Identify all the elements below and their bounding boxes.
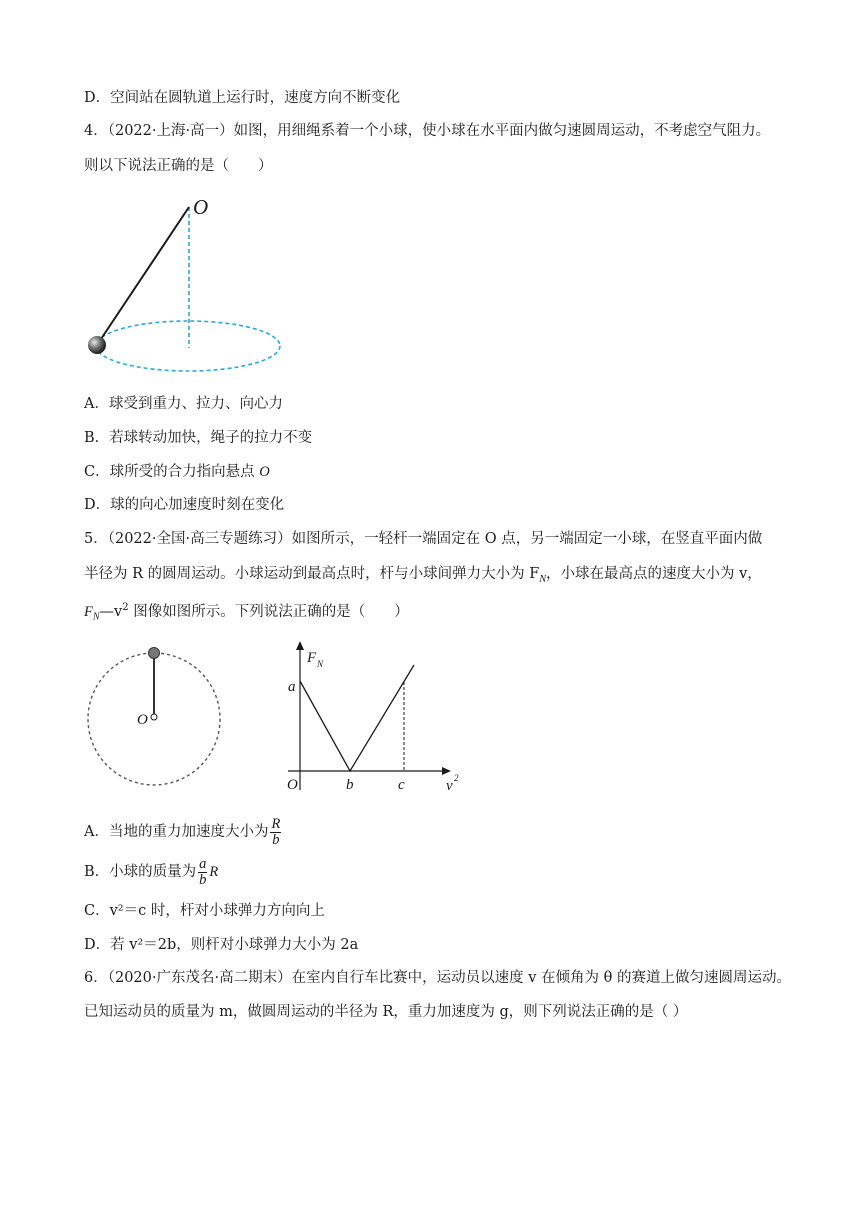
q4-option-b: B．若球转动加快，绳子的拉力不变: [84, 430, 313, 446]
q5-y-axis-sub: N: [317, 659, 324, 669]
q5-stem-line3: $F_N—v^2$ 图像如图所示。下列说法正确的是（ ）: [84, 602, 409, 623]
q4-pivot-label: O: [193, 195, 209, 219]
q5-option-b-fraction: $\frac{a}{b}$: [199, 855, 207, 888]
q6-stem-line1: 6．（2020·广东茂名·高二期末）在室内自行车比赛中，运动员以速度 v 在倾角为 θ 的赛道上做匀速圆周运动。: [84, 970, 791, 986]
q5-origin-label: O: [287, 777, 298, 793]
q5-fn-line: [300, 665, 414, 771]
q5-center-label: O: [137, 712, 148, 728]
q4-option-a: A．球受到重力、拉力、向心力: [84, 396, 283, 412]
q5-x-axis-arrow: [442, 767, 451, 775]
q5-option-a-fraction: $\frac{R}{b}$: [271, 815, 281, 848]
q4-option-c: C．球所受的合力指向悬点 O: [84, 464, 270, 480]
q5-option-d: D．若 v²＝2b，则杆对小球弹力大小为 2a: [84, 937, 359, 953]
q6-stem-line2: 已知运动员的质量为 m，做圆周运动的半径为 R，重力加速度为 g，则下列说法正确的是（ ）: [84, 1004, 688, 1020]
q4-stem-line2: 则以下说法正确的是（ ）: [84, 158, 273, 174]
q5-y-axis-label: F: [307, 650, 317, 666]
q3-option-d: D．空间站在圆轨道上运行时，速度方向不断变化: [84, 90, 401, 106]
q5-stem-line2: 半径为 R 的圆周运动。小球运动到最高点时，杆与小球间弹力大小为 $F_N$，小球在最高点的速度大小为 v，: [84, 566, 762, 585]
q5-x-axis-sup: 2: [454, 773, 459, 783]
q5-option-b: B．小球的质量为 $\frac{a}{b}$ R: [84, 855, 219, 888]
q5-c-label: c: [398, 777, 405, 793]
q4-stem-line1: 4．（2022·上海·高一）如图，用细绳系着一个小球，使小球在水平面内做匀速圆周运动，不考虑空气阻力。: [84, 123, 771, 139]
q5-x-axis-label: v: [446, 778, 453, 794]
q5-option-c: C．v²＝c 时，杆对小球弹力方向向上: [84, 903, 325, 919]
q5-option-a: A．当地的重力加速度大小为 $\frac{R}{b}$: [84, 815, 281, 848]
q5-stem-line1: 5．（2022·全国·高三专题练习）如图所示，一轻杆一端固定在 O 点，另一端固定一小球，在竖直平面内做: [84, 531, 763, 547]
q5-y-axis-arrow: [296, 641, 304, 650]
q5-y-intercept-label: a: [288, 679, 296, 695]
q5-b-label: b: [346, 777, 354, 793]
q4-option-d: D．球的向心加速度时刻在变化: [84, 497, 285, 513]
